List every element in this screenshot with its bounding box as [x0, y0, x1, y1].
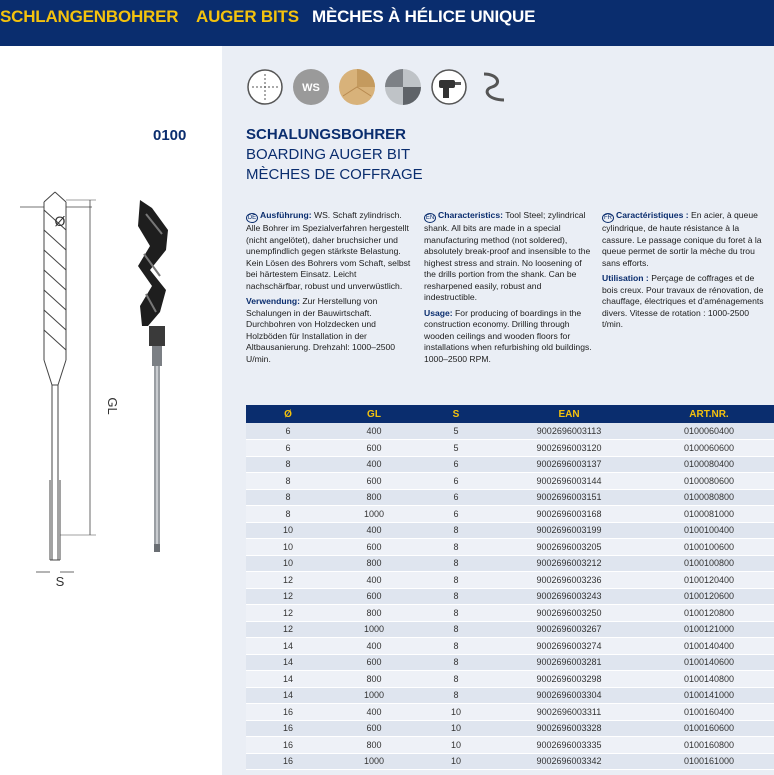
desc-de-text-2: Zur Herstellung von Schalungen in der Bauwirtschaft. Durchbohren von Holzdecken und Holzböden für Installation in der Altbausanierung. Drehzahl: 1000–2500 U/min.	[246, 296, 396, 364]
table-row	[246, 753, 774, 770]
cell-gl: 1000	[330, 506, 418, 523]
cell-diameter: 14	[246, 671, 330, 688]
cell-gl: 1000	[330, 621, 418, 638]
table-row	[246, 506, 774, 523]
cell-s: 8	[418, 572, 494, 589]
cell-art-nr: 0100080400	[644, 456, 774, 473]
cell-diameter: 6	[246, 423, 330, 440]
cell-s: 8	[418, 605, 494, 622]
product-name-fr: MÈCHES DE COFFRAGE	[246, 166, 423, 183]
desc-de-heading-1: Ausführung:	[260, 210, 312, 220]
cell-s: 8	[418, 588, 494, 605]
cell-diameter: 8	[246, 473, 330, 490]
table-body	[246, 423, 774, 770]
cell-gl: 400	[330, 638, 418, 655]
dimension-drawing	[20, 192, 96, 572]
cell-art-nr: 0100060600	[644, 440, 774, 457]
cell-art-nr: 0100100800	[644, 555, 774, 572]
cell-gl: 400	[330, 704, 418, 721]
cell-art-nr: 0100100400	[644, 522, 774, 539]
header-title-fr: MÈCHES À HÉLICE UNIQUE	[312, 7, 536, 26]
cell-art-nr: 0100120600	[644, 588, 774, 605]
cell-ean: 9002696003342	[494, 753, 644, 770]
desc-en-heading-2: Usage:	[424, 307, 453, 318]
auger-bit-drawing	[0, 190, 210, 590]
cell-diameter: 12	[246, 572, 330, 589]
cell-ean: 9002696003199	[494, 522, 644, 539]
cell-s: 10	[418, 737, 494, 754]
cell-gl: 800	[330, 737, 418, 754]
cell-ean: 9002696003205	[494, 539, 644, 556]
cell-ean: 9002696003236	[494, 572, 644, 589]
header-title-en: AUGER BITS	[196, 7, 299, 26]
cell-s: 8	[418, 621, 494, 638]
cell-art-nr: 0100081000	[644, 506, 774, 523]
cell-art-nr: 0100140600	[644, 654, 774, 671]
drill-machine-icon	[430, 68, 468, 106]
table-row	[246, 638, 774, 655]
cell-art-nr: 0100160800	[644, 737, 774, 754]
description-en	[424, 210, 592, 369]
cell-ean: 9002696003274	[494, 638, 644, 655]
cell-gl: 600	[330, 588, 418, 605]
cell-diameter: 8	[246, 489, 330, 506]
cell-art-nr: 0100141000	[644, 687, 774, 704]
cell-art-nr: 0100080800	[644, 489, 774, 506]
centering-icon	[246, 68, 284, 106]
cell-gl: 600	[330, 473, 418, 490]
cell-diameter: 12	[246, 605, 330, 622]
cell-diameter: 16	[246, 737, 330, 754]
cell-ean: 9002696003144	[494, 473, 644, 490]
cell-diameter: 6	[246, 440, 330, 457]
cell-art-nr: 0100121000	[644, 621, 774, 638]
desc-en-text-1: Tool Steel; zylindrical shank. All bits are made in a special manufacturing method (not soldered), absolutely break-proof and insensible to the highest stress and strain. No loosening of the drills portion from the shank. Can be resharpened easily, robust and indestructible.	[424, 210, 591, 302]
table-row	[246, 654, 774, 671]
cell-gl: 400	[330, 572, 418, 589]
cell-art-nr: 0100140400	[644, 638, 774, 655]
cell-art-nr: 0100160400	[644, 704, 774, 721]
description-fr	[602, 210, 770, 335]
col-header-gl: GL	[330, 405, 418, 423]
cell-gl: 1000	[330, 753, 418, 770]
desc-fr-text-2: Perçage de coffrages et de bois creux. Pour travaux de rénovation, de chauffage, électriques et d'aménagements divers. Vitesse de rotation : 1000-2500 t/min.	[602, 273, 764, 329]
cell-diameter: 14	[246, 687, 330, 704]
table-row	[246, 720, 774, 737]
cell-s: 8	[418, 654, 494, 671]
cell-gl: 600	[330, 720, 418, 737]
table-row	[246, 555, 774, 572]
desc-en-heading-1: Characteristics:	[438, 210, 503, 220]
cell-diameter: 8	[246, 506, 330, 523]
cell-art-nr: 0100160600	[644, 720, 774, 737]
cell-ean: 9002696003151	[494, 489, 644, 506]
table-row	[246, 605, 774, 622]
cell-art-nr: 0100100600	[644, 539, 774, 556]
cell-diameter: 10	[246, 555, 330, 572]
cell-gl: 1000	[330, 687, 418, 704]
cell-diameter: 14	[246, 638, 330, 655]
lang-de-badge: DE	[247, 215, 257, 221]
cell-ean: 9002696003243	[494, 588, 644, 605]
cell-s: 10	[418, 704, 494, 721]
table-row	[246, 621, 774, 638]
desc-de-text-1: WS. Schaft zylindrisch. Alle Bohrer im Spezialverfahren hergestellt (nicht angelötet), daher bruchsicher und unempfindlich gegen stärkste Belastung. Kein Lösen des Bohrers vom Schaft, selbst bei härtestem Einsatz. Leicht nachschärfbar, robust und unverwüstlich.	[246, 210, 411, 291]
cell-ean: 9002696003328	[494, 720, 644, 737]
col-header-s: S	[418, 405, 494, 423]
cell-s: 10	[418, 753, 494, 770]
cell-art-nr: 0100120800	[644, 605, 774, 622]
cell-gl: 800	[330, 489, 418, 506]
cell-s: 5	[418, 423, 494, 440]
s-label: S	[55, 574, 65, 589]
cell-gl: 800	[330, 555, 418, 572]
cell-ean: 9002696003120	[494, 440, 644, 457]
cell-gl: 600	[330, 539, 418, 556]
cell-ean: 9002696003311	[494, 704, 644, 721]
table-row	[246, 737, 774, 754]
wood-material-icon	[338, 68, 376, 106]
table-header-row	[246, 405, 774, 423]
header-bar	[0, 0, 774, 46]
cell-gl: 400	[330, 456, 418, 473]
cell-art-nr: 0100120400	[644, 572, 774, 589]
cell-gl: 800	[330, 605, 418, 622]
cell-diameter: 12	[246, 588, 330, 605]
ws-label: WS	[302, 82, 320, 94]
auger-bit-photo	[138, 200, 168, 552]
cell-ean: 9002696003250	[494, 605, 644, 622]
cell-diameter: 14	[246, 654, 330, 671]
cell-art-nr: 0100140800	[644, 671, 774, 688]
product-code: 0100	[153, 127, 187, 144]
spec-table	[246, 405, 774, 770]
table-row	[246, 423, 774, 440]
table-row	[246, 440, 774, 457]
cell-ean: 9002696003267	[494, 621, 644, 638]
col-header-art-nr: ART.NR.	[644, 405, 774, 423]
header-title-de: SCHLANGENBOHRER	[0, 7, 179, 26]
table-row	[246, 671, 774, 688]
product-name-en: BOARDING AUGER BIT	[246, 146, 411, 163]
cell-s: 8	[418, 638, 494, 655]
cell-diameter: 16	[246, 753, 330, 770]
col-header-ean: EAN	[494, 405, 644, 423]
ws-material-icon	[292, 68, 330, 106]
gl-label: GL	[105, 397, 120, 415]
desc-en-text-2: For producing of boardings in the construction economy. Drilling through wooden ceilings and wooden floors for installations when refurbishing old buildings. 1000–2500 RPM.	[424, 307, 592, 364]
cell-gl: 400	[330, 423, 418, 440]
cell-gl: 600	[330, 654, 418, 671]
cell-s: 8	[418, 555, 494, 572]
lang-en-badge: EN	[425, 215, 435, 221]
cell-diameter: 16	[246, 720, 330, 737]
cell-s: 10	[418, 720, 494, 737]
desc-de-heading-2: Verwendung:	[246, 296, 300, 306]
diameter-label: Ø	[54, 213, 66, 229]
col-header-diameter: Ø	[246, 405, 330, 423]
spiral-flute-icon	[474, 68, 512, 106]
cell-s: 6	[418, 506, 494, 523]
cell-diameter: 10	[246, 522, 330, 539]
desc-fr-heading-2: Utilisation :	[602, 273, 649, 283]
cell-s: 6	[418, 456, 494, 473]
table-row	[246, 687, 774, 704]
cell-art-nr: 0100060400	[644, 423, 774, 440]
cell-ean: 9002696003113	[494, 423, 644, 440]
cell-art-nr: 0100080600	[644, 473, 774, 490]
cell-s: 8	[418, 522, 494, 539]
cell-s: 6	[418, 489, 494, 506]
cell-gl: 800	[330, 671, 418, 688]
cell-ean: 9002696003137	[494, 456, 644, 473]
product-name-de: SCHALUNGSBOHRER	[246, 126, 407, 143]
table-row	[246, 572, 774, 589]
cell-diameter: 10	[246, 539, 330, 556]
cell-ean: 9002696003335	[494, 737, 644, 754]
desc-fr-heading-1: Caractéristiques :	[616, 210, 689, 220]
cell-diameter: 8	[246, 456, 330, 473]
cell-diameter: 12	[246, 621, 330, 638]
desc-fr-text-1: En acier, à queue cylindrique, de haute résistance à la cassure. Le passage conique du foret à la queue permet de sortir la mèche du trou sans efforts.	[602, 210, 762, 268]
cell-gl: 400	[330, 522, 418, 539]
cell-ean: 9002696003304	[494, 687, 644, 704]
table-row	[246, 588, 774, 605]
table-row	[246, 539, 774, 556]
cell-ean: 9002696003298	[494, 671, 644, 688]
description-de	[246, 210, 414, 369]
cell-ean: 9002696003281	[494, 654, 644, 671]
table-row	[246, 704, 774, 721]
lang-fr-badge: FR	[604, 215, 612, 221]
cell-s: 8	[418, 539, 494, 556]
cell-s: 8	[418, 671, 494, 688]
table-row	[246, 489, 774, 506]
cell-s: 6	[418, 473, 494, 490]
cell-ean: 9002696003212	[494, 555, 644, 572]
table-row	[246, 473, 774, 490]
table-row	[246, 456, 774, 473]
cell-s: 8	[418, 687, 494, 704]
table-row	[246, 522, 774, 539]
cell-s: 5	[418, 440, 494, 457]
metal-material-icon	[384, 68, 422, 106]
cell-art-nr: 0100161000	[644, 753, 774, 770]
cell-ean: 9002696003168	[494, 506, 644, 523]
cell-gl: 600	[330, 440, 418, 457]
cell-diameter: 16	[246, 704, 330, 721]
